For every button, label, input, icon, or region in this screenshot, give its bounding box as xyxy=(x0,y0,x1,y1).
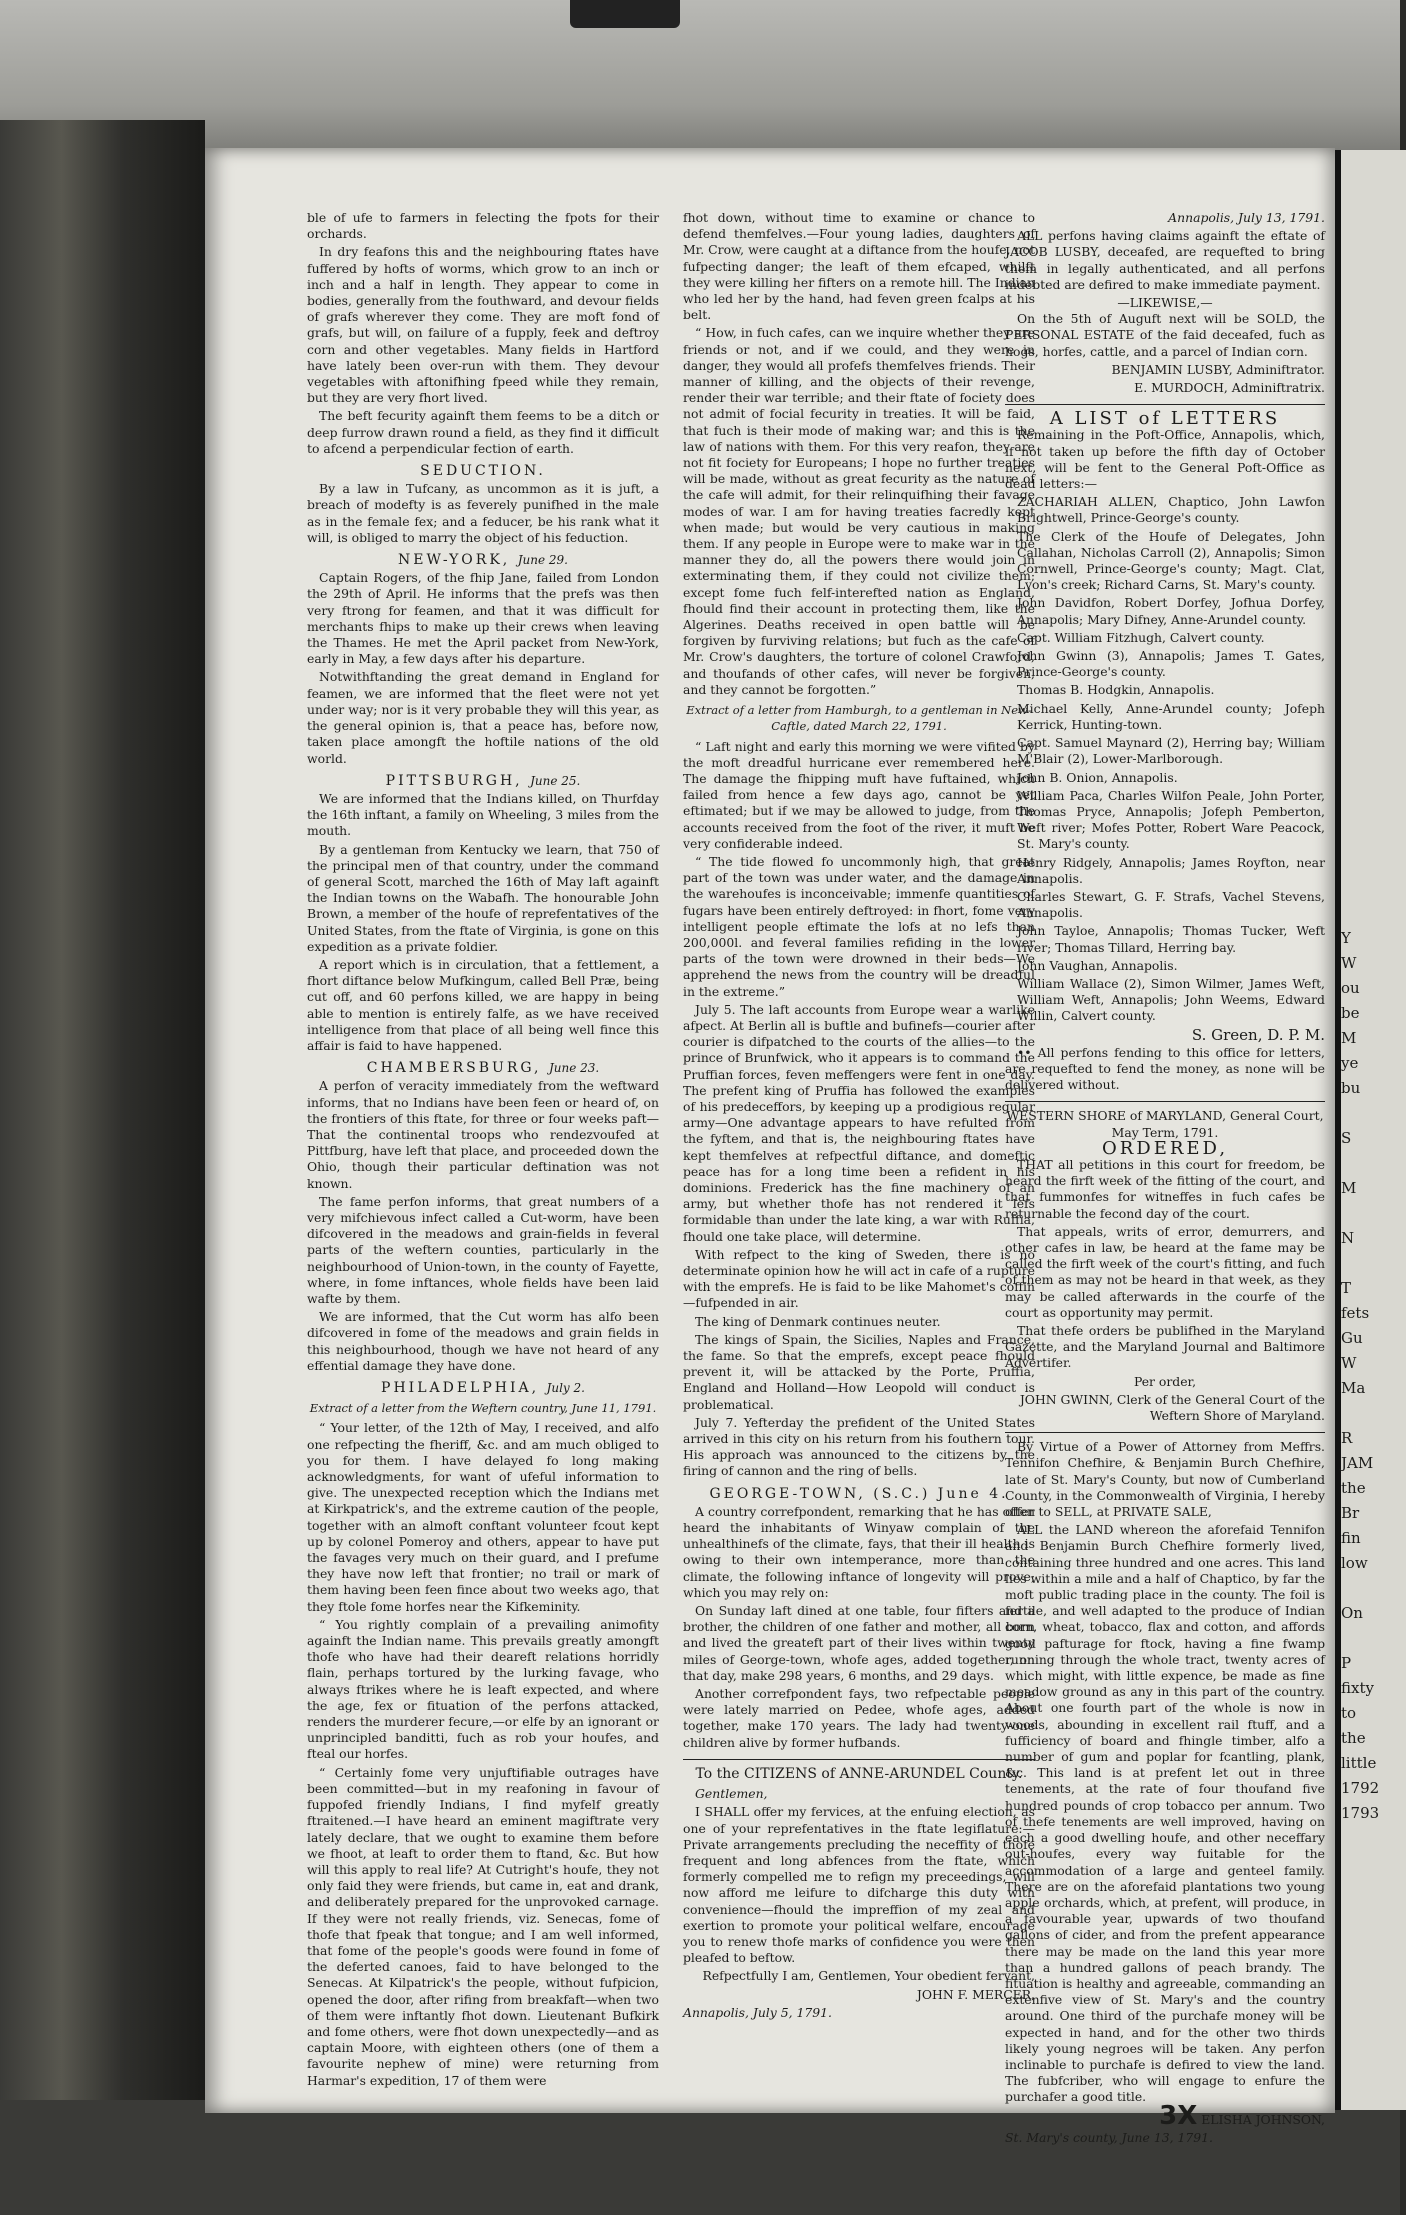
letters-intro: Remaining in the Poft-Office, Annapolis, which, if not taken up before the fifth day of October next, will be fent to the General Poft-Office as dead letters:— xyxy=(1005,427,1325,492)
list-item: William Wallace (2), Simon Wilmer, James Weft, William Weft, Annapolis; John Weems, Edward Willin, Calvert county. xyxy=(1017,975,1325,1024)
address-body: I SHALL offer my fervices, at the enfuing election, as one of your reprefentatives in the ftate legiflature:—Private arrangements precluding the neceffity of thofe frequent and long abfences from the ftate, which formerly compelled me to refign my preceedings, will now afford me leifure to difcharge this duty with convenience—fhould the impreffion of my zeal and exertion to promote your political welfare, encourage you to renew thofe marks of confidence you were then pleafed to beftow. xyxy=(683,1804,1035,1966)
article-paragraph: The king of Denmark continues neuter. xyxy=(695,1313,941,1329)
article-paragraph: fhot down, without time to examine or chance to defend themfelves.—Four young ladies, daughters of Mr. Crow, were caught at a diftance from the houfe, not fufpecting danger; the leaft of them efcaped, whilft they were killing her fifters on a remote hill. The Indian who led her by the hand, had feven green fcalps at his belt. xyxy=(683,210,1035,323)
next-page-edge xyxy=(1335,150,1406,2110)
notice-paragraph: On the 5th of Auguft next will be SOLD, the PERSONAL ESTATE of the faid deceafed, fuch as hogs, horfes, cattle, and a parcel of Indian corn. xyxy=(1005,311,1325,359)
scanner-clip xyxy=(570,0,680,28)
list-item: ZACHARIAH ALLEN, Chaptico, John Lawfon Brightwell, Prince-George's county. xyxy=(1017,494,1325,526)
court-order: THAT all petitions in this court for freedom, be heard the firft week of the fitting of the court, and that fummonfes for witneffes in fuch cafes be returnable the fecond day of the court. xyxy=(1005,1156,1325,1221)
article-paragraph: By a law in Tufcany, as uncommon as it is juft, a breach of modefty is as feverely punifhed in the male as in the female fex; and a feducer, be his rank what it will, is obliged to marry the object of his feduction. xyxy=(307,481,659,545)
next-page-fragment: be xyxy=(1341,1004,1360,1022)
next-page-fragment: fin xyxy=(1341,1529,1361,1547)
divider xyxy=(1005,1432,1325,1433)
next-page-fragment xyxy=(1341,1630,1406,1647)
next-page-fragment: Gu xyxy=(1341,1329,1363,1347)
signature: BENJAMIN LUSBY, Adminiftrator. xyxy=(1111,361,1325,377)
dateline-pittsburgh xyxy=(307,773,659,789)
next-page-fragment: bu xyxy=(1341,1079,1361,1097)
list-item: John Vaughan, Annapolis. xyxy=(1017,957,1178,973)
dateline-date: June 25. xyxy=(530,773,581,788)
article-paragraph: “ Your letter, of the 12th of May, I received, and alfo one refpecting the fheriff, &c. and am much obliged to you for them. I have delayed fo long making acknowledgments, for want of ufeful information to give. The unexpected reception which the Indians met at Kirkpatrick's, and the extreme caution of the people, together with an almoft conftant volunteer fcout kept up by colonel Pomeroy and others, appear to have put the favages very much on their guard, and I prefume they have now left that frontier; no trail or mark of them having been feen fince about two weeks ago, that they ftole fome horfes near the Kifkeminity. xyxy=(307,1420,659,1614)
next-page-fragment: R xyxy=(1341,1429,1353,1447)
next-page-fragment: 1793 xyxy=(1341,1804,1380,1822)
article-paragraph: A perfon of veracity immediately from the weftward informs, that no Indians have been feen or heard of, on the frontiers of this ftate, for three or four weeks paft—That the continental troops who rendezvoufed at Pittfburg, have left that place, and proceeded down the Ohio, though their particular deftination was not known. xyxy=(307,1078,659,1191)
handwritten-mark: 3X xyxy=(1159,2100,1198,2131)
salutation: Gentlemen, xyxy=(695,1786,768,1802)
list-item: Michael Kelly, Anne-Arundel county; Jofeph Kerrick, Hunting-town. xyxy=(1017,700,1325,732)
next-page-fragment: M xyxy=(1341,1179,1357,1197)
article-paragraph: On Sunday laft dined at one table, four fifters and a brother, the children of one father and mother, all born and lived the greateft part of their lives within twenty miles of George-town, whofe ages, added together, on that day, make 298 years, 6 months, and 29 days. xyxy=(683,1603,1035,1683)
article-paragraph: We are informed, that the Cut worm has alfo been difcovered in fome of the meadows and grain fields in this neighbourhood, though we have not heard of any effential damage they have done. xyxy=(307,1309,659,1373)
article-paragraph: The fame perfon informs, that great numbers of a very mifchievous infect called a Cut-worm, have been difcovered in the meadows and grain-fields in feveral parts of the weftern counties, particularly in the neighbourhood of Union-town, in the county of Fayette, where, in fome inftances, whole fields have been laid wafte by them. xyxy=(307,1193,659,1306)
article-paragraph: With refpect to the king of Sweden, there is no determinate opinion how he will act in cafe of a rupture with the emprefs. He is faid to be like Mahomet's coffin—fufpended in air. xyxy=(683,1246,1035,1311)
article-paragraph: “ Certainly fome very unjuftifiable outrages have been committed—but in my reafoning in favour of fuppofed friendly Indians, I find myfelf greatly ftraitened.—I have heard an eminent magiftrate very lately declare, that we ought to examine them before we fhoot, at leaft to order them to ftand, &c. But how will this apply to real life? At Cutright's houfe, they not only faid they were friends, but came in, eat and drank, and deliberately prepared for the unprovoked carnage. If they were not really friends, viz. Senecas, fome of thofe that fpeak that tongue; and I am well informed, that fome of the people's goods were found in fome of the deferted canoes, faid to have belonged to the Senecas. At Kilpatrick's the people, without fufpicion, opened the door, after rifing from breakfaft—when two of them were inftantly fhot down. Lieutenant Bufkirk and fome others, were fhot down unexpectedly—and as captain Moore, with eighteen others (one of them a favourite nephew of mine) were returning from Harmar's expedition, 17 of them were xyxy=(307,1764,659,2088)
next-page-fragment xyxy=(1341,1405,1406,1422)
next-page-fragment: 1792 xyxy=(1341,1779,1380,1797)
dateline-date: July 2. xyxy=(546,1381,585,1396)
article-paragraph: Captain Rogers, of the fhip Jane, failed from London the 29th of April. He informs that the prefs was then very ftrong for feamen, and that it was difficult for merchants fhips to make up their crews when leaving the Thames. He met the April packet from New-York, early in May, a few days after his departure. xyxy=(307,570,659,667)
next-page-fragment: T xyxy=(1341,1279,1352,1297)
next-page-fragment xyxy=(1341,1155,1406,1172)
extract-heading: Extract of a letter from Hamburgh, to a gentleman in New-Caftle, dated March 22, 1791. xyxy=(686,703,1032,734)
next-page-fragment: M xyxy=(1341,1029,1357,1047)
next-page-fragment xyxy=(1341,1580,1406,1597)
next-page-fragment: fets xyxy=(1341,1304,1370,1322)
article-paragraph: ble of ufe to farmers in felecting the fpots for their orchards. xyxy=(307,210,659,242)
per-order: Per order, xyxy=(1133,1373,1197,1389)
next-page-fragment: fixty xyxy=(1341,1679,1374,1697)
column-2 xyxy=(683,210,1035,2100)
list-item: John Davidfon, Robert Dorfey, Jofhua Dorfey, Annapolis; Mary Difney, Anne-Arundel county. xyxy=(1017,595,1325,627)
letters-heading: A LIST of LETTERS xyxy=(1049,408,1281,430)
court-order: That thefe orders be publifhed in the Maryland Gazette, and the Maryland Journal and Baltimore Advertifer. xyxy=(1005,1323,1325,1371)
article-paragraph: “ You rightly complain of a prevailing animofity againft the Indian name. This prevails greatly amongft thofe who have had their deareft relations horridly flain, perhaps tortured by the lurking favage, who always ftrikes where he is leaft expected, and where the age, fex or fituation of the perfons attacked, renders the murderer fecure,—or elfe by an ignorant or unprincipled banditti, fuch as rob your houfes, and fteal our horfes. xyxy=(307,1616,659,1762)
next-page-fragment: S xyxy=(1341,1129,1352,1147)
next-page-fragment: N xyxy=(1341,1229,1355,1247)
likewise-heading: —LIKEWISE,— xyxy=(1117,295,1213,311)
article-paragraph: Notwithftanding the great demand in England for feamen, we are informed that the fleet were not yet under way; nor is it very probable they will this year, as the general opinion is, that a peace has, before now, taken place amongft the hoftile nations of the old world. xyxy=(307,669,659,766)
next-page-fragment: Br xyxy=(1341,1504,1360,1522)
court-heading: WESTERN SHORE of MARYLAND, General Court, May Term, 1791. xyxy=(1006,1108,1324,1140)
dateline-philadelphia xyxy=(307,1380,659,1396)
next-page-fragment: ye xyxy=(1341,1054,1359,1072)
dateline-date: June 29. xyxy=(517,553,568,568)
divider xyxy=(683,1759,1035,1760)
next-page-fragment: ou xyxy=(1341,979,1360,997)
article-paragraph: A report which is in circulation, that a fettlement, a fhort diftance below Mufkingum, called Bell Præ, being cut off, and 60 perfons killed, we are happy in being able to mention is entirely falfe, as we have received intelligence from that place of all being well fince this affair is faid to have happened. xyxy=(307,956,659,1053)
book-spine xyxy=(0,120,205,2100)
article-paragraph: A country correfpondent, remarking that he has often heard the inhabitants of Winyaw complain of the unhealthinefs of the climate, fays, that their ill health is owing to their own intemperance, more than the climate, the following inftance of longevity will prove; which you may rely on: xyxy=(683,1503,1035,1600)
list-item: The Clerk of the Houfe of Delegates, John Callahan, Nicholas Carroll (2), Annapolis; Simon Cornwell, Prince-George's county; Magt. Clat, Lyon's creek; Richard Carns, St. Mary's county. xyxy=(1017,528,1325,593)
article-paragraph: July 7. Yefterday the prefident of the United States arrived in this city on his return from his fouthern tour. His approach was announced to the citizens by the firing of cannon and the ring of bells. xyxy=(683,1414,1035,1479)
dateline: Annapolis, July 13, 1791. xyxy=(1168,210,1325,225)
signature-name: ELISHA JOHNSON, xyxy=(1201,2111,1325,2127)
dateline-place: PITTSBURGH, xyxy=(385,772,523,789)
list-item: Charles Stewart, G. F. Strafs, Vachel Stevens, Annapolis. xyxy=(1017,888,1325,921)
signature: JOHN F. MERCER, xyxy=(916,1986,1035,2002)
article-paragraph: By a gentleman from Kentucky we learn, that 750 of the principal men of that country, under the command of general Scott, marched the 16th of May laft againft the Indian towns on the Wabafh. The honourable John Brown, a member of the houfe of reprefentatives of the United States, from the ftate of Virginia, is gone on this expedition as a private foldier. xyxy=(307,841,659,954)
article-paragraph: “ How, in fuch cafes, can we inquire whether they are friends or not, and if we could, and they were in danger, they would all profefs themfelves friends. Their manner of killing, and the objects of their revenge, render their war terrible; and their ftate of fociety does not admit of focial fecurity in treaties. It will be faid, that fuch is their mode of making war; and this is the law of nations with them. For this very reafon, they are not fit fociety for Europeans; I hope no further treaties will be made, without as great fecurity as the nature of the cafe will admit, for their relinquifhing their favage modes of war. I am for having treaties facredly kept when made; but would be very cautious in making them. If any people in Europe were to make war in the manner they do, all the powers there would join in exterminating them, if they could not civilize them; except fome fuch felf-interefted nation as England, fhould find their account in protecting them, like the Algerines. Deaths received in open battle will be forgiven by furviving relations; but fuch as the cafe of Mr. Crow's daughters, the torture of colonel Crawford, and thoufands of other cafes, will never be forgiven, and they cannot be forgotten.” xyxy=(683,325,1035,697)
article-paragraph: The kings of Spain, the Sicilies, Naples and France, the fame. So that the emprefs, except peace fhould prevent it, will be attacked by the Porte, Pruffia, England and Holland—How Leopold will conduct is problematical. xyxy=(683,1331,1035,1412)
next-page-fragment: Ma xyxy=(1341,1379,1366,1397)
signature: E. MURDOCH, Adminiftratrix. xyxy=(1134,380,1325,396)
dateline-place: PHILADELPHIA, xyxy=(381,1380,540,1397)
column-3 xyxy=(1005,210,1325,2145)
article-paragraph: “ Laft night and early this morning we were vifited by the moft dreadful hurricane ever remembered here. The damage the fhipping muft have fuftained, which failed from hence a few days ago, cannot be yet eftimated; but if we may be allowed to judge, from the accounts received from the foot of the river, it muft be very confiderable indeed. xyxy=(683,738,1035,851)
sale-notice: By Virtue of a Power of Attorney from Meffrs. Tennifon Chefhire, & Benjamin Burch Chefhire, late of St. Mary's County, but now of Cumberland County, in the Commonwealth of Virginia, I hereby offer to SELL, at PRIVATE SALE, xyxy=(1005,1439,1325,1520)
closing: Refpectfully I am, Gentlemen, Your obedient fervant, xyxy=(702,1968,1035,1984)
signature xyxy=(1005,2100,1325,2131)
divider xyxy=(1005,404,1325,405)
place-date: St. Mary's county, June 13, 1791. xyxy=(1005,2129,1213,2145)
list-item: Thomas B. Hodgkin, Annapolis. xyxy=(1017,682,1215,698)
clerk-signature: JOHN GWINN, Clerk of the General Court of the Weftern Shore of Maryland. xyxy=(1019,1391,1325,1424)
next-page-fragment: the xyxy=(1341,1729,1366,1747)
list-item: John Gwinn (3), Annapolis; James T. Gates, Prince-George's county. xyxy=(1017,648,1325,680)
next-page-fragment: On xyxy=(1341,1604,1363,1622)
court-order: That appeals, writs of error, demurrers, and other cafes in law, be heard at the fame may be called the firft week of the court's fitting, and fuch of them as may not be heard in that week, as they may be called afterwards in the courfe of the court as opportunity may permit. xyxy=(1005,1223,1325,1320)
dateline-place: CHAMBERSBURG, xyxy=(366,1060,542,1077)
divider xyxy=(1005,1101,1325,1102)
list-item: William Paca, Charles Wilfon Peale, John Porter, Thomas Pryce, Annapolis; Jofeph Pemberton, Weft river; Mofes Potter, Robert Ware Peacock, St. Mary's county. xyxy=(1017,787,1325,852)
next-page-fragment: little xyxy=(1341,1754,1377,1772)
postmaster-signature: S. Green, D. P. M. xyxy=(1191,1025,1325,1044)
dateline-george-town: GEORGE-TOWN, (S.C.) June 4. xyxy=(709,1485,1009,1502)
next-page-fragment: to xyxy=(1341,1704,1357,1722)
extract-heading: Extract of a letter from the Weftern country, June 11, 1791. xyxy=(309,1401,657,1416)
next-page-fragment xyxy=(1341,1255,1406,1272)
dateline-date: June 23. xyxy=(548,1061,600,1076)
next-page-fragment: W xyxy=(1341,954,1357,972)
next-page-fragment: P xyxy=(1341,1654,1352,1672)
sale-notice: ALL the LAND whereon the aforefaid Tennifon and Benjamin Burch Chefhire formerly lived, containing three hundred and one acres. This land lies within a mile and a half of Chaptico, by far the moft public trading place in the county. The foil is fertile, and well adapted to the produce of Indian corn, wheat, tobacco, flax and cotton, and affords good pafturage for ftock, having a fine fwamp running through the whole tract, twenty acres of which might, with little expence, be made as fine meadow ground as any in this part of the country. About one fourth part of the whole is now in woods, abounding in excellent rail ftuff, and a fufficiency of board and fhingle timber, alfo a number of gum and poplar for fcantling, plank, &c. This land is at prefent let out in three tenements, at the rate of four thoufand five hundred pounds of crop tobacco per annum. Two of thefe tenements are well improved, having on each a good dwelling houfe, and other neceffary out-houfes, every way fuitable for the accommodation of a large and genteel family. There are on the aforefaid plantations two young apple orchards, which, at prefent, will produce, in a favourable year, upwards of two thoufand gallons of cider, and from the prefent appearance there may be made on the land this year more than a hundred gallons of peach brandy. The fituation is healthy and agreeable, commanding an extenfive view of St. Mary's and the country around. One third of the purchafe money will be expected in hand, and for the other two thirds likely young negroes will be taken. Any perfon inclinable to purchafe is defired to view the land. The fubfcriber, who will engage to enfure the purchafer a good title. xyxy=(1005,1522,1325,2105)
article-paragraph: “ The tide flowed fo uncommonly high, that great part of the town was under water, and the damage in the warehoufes is inconceivable; immenfe quantities of fugars have been entirely deftroyed: in fhort, fome very intelligent people eftimate the lofs at no lefs than 200,000l. and feveral families refiding in the lower parts of the town were drowned in their beds—We apprehend the news from the country will be dreadful in the extreme.” xyxy=(683,853,1035,999)
article-paragraph: In dry feafons this and the neighbouring ftates have fuffered by hofts of worms, which grow to an inch or inch and a half in length. They appear to come in bodies, generally from the fouthward, and devour fields of grafs wherever they come. They are moft fond of grafs, but will, on failure of a fupply, feek and deftroy corn and other vegetables. Many fields in Hartford have lately been over-run with them. They devour vegetables with aftonifhing fpeed while they remain, but they are very fhort lived. xyxy=(307,244,659,406)
next-page-fragment: JAM xyxy=(1341,1454,1374,1472)
next-page-fragment: low xyxy=(1341,1554,1368,1572)
place-date: Annapolis, July 5, 1791. xyxy=(683,2004,832,2020)
ordered-heading: ORDERED, xyxy=(1101,1137,1229,1159)
list-item: Henry Ridgely, Annapolis; James Royfton, near Annapolis. xyxy=(1017,854,1325,886)
dateline-chambersburg xyxy=(307,1060,659,1076)
article-paragraph: The beft fecurity againft them feems to be a ditch or deep furrow drawn round a field, as they find it difficult to afcend a perpendicular fection of earth. xyxy=(307,408,659,456)
article-paragraph: Another correfpondent fays, two refpectable people were lately married on Pedee, whofe ages, added together, make 170 years. The lady had twenty-one children alive by former hufbands. xyxy=(683,1686,1035,1750)
column-1 xyxy=(307,210,659,2100)
address-heading: To the CITIZENS of ANNE-ARUNDEL County. xyxy=(695,1765,1023,1782)
article-paragraph: We are informed that the Indians killed, on Thurfday the 16th inftant, a family on Wheeling, 3 miles from the mouth. xyxy=(307,790,659,839)
article-paragraph: July 5. The laft accounts from Europe wear a warlike afpect. At Berlin all is buftle and bufinefs—courier after courier is difpatched to the courts of the allies—to the prince of Brunfwick, who it appears is to command the Pruffian forces, feven meffengers were fent in one day. The prefent king of Pruffia has followed the examples of his predeceffors, by keeping up a prodigious regular army—One advantage appears to have refulted from the fyftem, and that is, the neighbouring ftates have kept themfelves at refpectful diftance, and domeftic peace has for a long time been a refident in his dominions. Frederick has the fine machinery of an army, but whether thofe has not rendered it lefs formidable than under the late king, a war with Ruffia, fhould one take place, will determine. xyxy=(683,1001,1035,1244)
next-page-fragment: the xyxy=(1341,1479,1366,1497)
list-item: John B. Onion, Annapolis. xyxy=(1017,769,1178,785)
list-item: Capt. Samuel Maynard (2), Herring bay; William M'Blair (2), Lower-Marlborough. xyxy=(1017,735,1325,767)
letters-list xyxy=(1005,494,1325,1024)
dateline-place: NEW-YORK, xyxy=(398,552,511,569)
notice-paragraph: ALL perfons having claims againft the eftate of JACOB LUSBY, deceafed, are requefted to bring them in legally authenticated, and all perfons indebted are defired to make immediate payment. xyxy=(1005,228,1325,292)
postmaster-note: •• All perfons fending to this office for letters, are requefted to fend the money, as none will be delivered without. xyxy=(1005,1044,1325,1093)
list-item: Capt. William Fitzhugh, Calvert county. xyxy=(1017,629,1265,645)
next-page-fragment: W xyxy=(1341,1354,1357,1372)
next-page-fragment: Y xyxy=(1341,929,1351,947)
list-item: John Tayloe, Annapolis; Thomas Tucker, Weft river; Thomas Tillard, Herring bay. xyxy=(1017,923,1325,955)
dateline-new-york xyxy=(307,552,659,568)
next-page-fragment xyxy=(1341,1105,1406,1122)
next-page-fragment xyxy=(1341,1205,1406,1222)
section-heading: SEDUCTION. xyxy=(420,463,546,480)
